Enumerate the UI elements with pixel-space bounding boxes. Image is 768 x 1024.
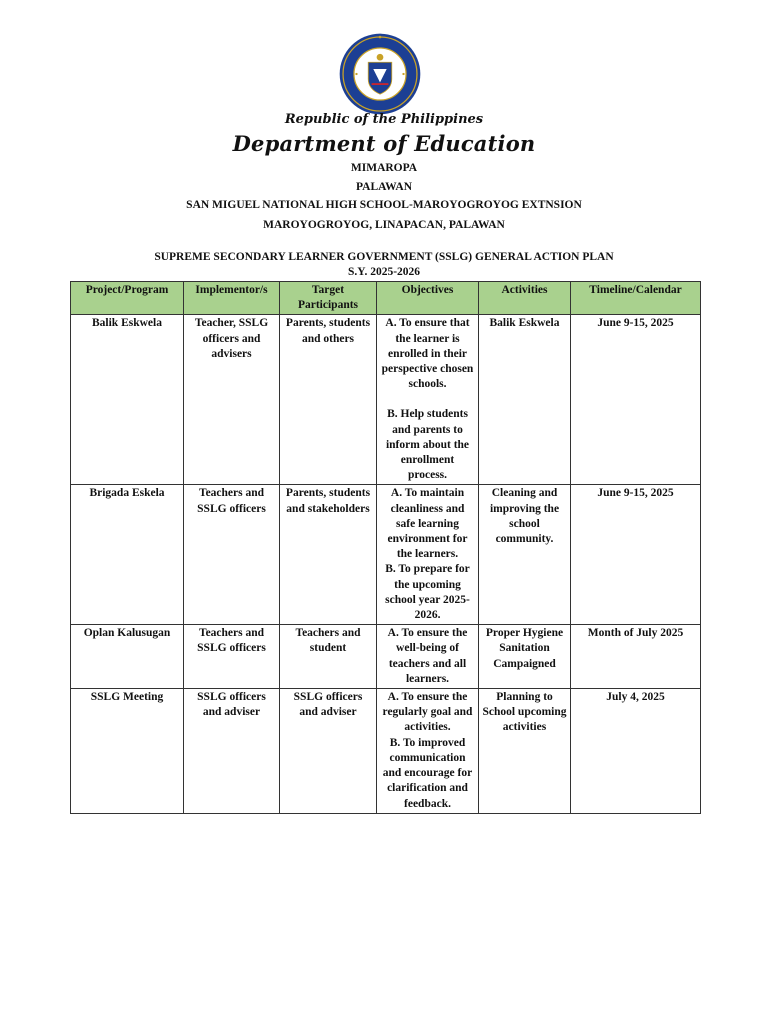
plan-title: SUPREME SECONDARY LEARNER GOVERNMENT (SSLG) GENERAL ACTION PLAN (154, 251, 614, 263)
objectives-cell (377, 689, 479, 814)
implementor-cell: Teacher, SSLG officers and advisers (184, 315, 280, 485)
activities-cell: Balik Eskwela (479, 315, 571, 485)
activities-cell: Cleaning and improving the school community. (479, 485, 571, 625)
timeline-cell: June 9-15, 2025 (571, 315, 701, 485)
objective-a: A. To ensure the well-being of teachers and all learners. (387, 627, 468, 685)
column-header: Implementor/s (184, 282, 280, 315)
objectives-cell (377, 315, 479, 485)
timeline-cell: July 4, 2025 (571, 689, 701, 814)
timeline-cell: Month of July 2025 (571, 625, 701, 689)
column-header: Activities (479, 282, 571, 315)
activities-cell: Proper Hygiene Sanitation Campaigned (479, 625, 571, 689)
school-year: S.Y. 2025-2026 (347, 266, 421, 278)
division-label: PALAWAN (355, 181, 412, 193)
objectives-cell (377, 485, 479, 625)
objectives-cell (377, 625, 479, 689)
objective-b: B. To prepare for the upcoming school year 2025-2026. (385, 563, 470, 622)
participants-cell: Parents, students and stakeholders (280, 485, 377, 625)
participants-cell: Teachers and student (280, 625, 377, 689)
action-plan-table (70, 281, 701, 814)
project-cell: Oplan Kalusugan (71, 625, 184, 689)
school-name: SAN MIGUEL NATIONAL HIGH SCHOOL-MAROYOGROYOG EXTNSION (186, 199, 582, 211)
timeline-cell: June 9-15, 2025 (571, 485, 701, 625)
objective-a: A. To ensure that the learner is enrolled in their perspective chosen schools. (381, 317, 474, 391)
table-header-row (71, 282, 701, 315)
column-header: Timeline/Calendar (571, 282, 701, 315)
table-row (71, 689, 701, 814)
table-row (71, 625, 701, 689)
objective-b: B. Help students and parents to inform about the enrollment process. (385, 408, 470, 482)
republic-label: Republic of the Philippines (284, 112, 484, 127)
participants-cell: Parents, students and others (280, 315, 377, 485)
implementor-cell: SSLG officers and adviser (184, 689, 280, 814)
table-row (71, 315, 701, 485)
implementor-cell: Teachers and SSLG officers (184, 485, 280, 625)
activities-cell: Planning to School upcoming activities (479, 689, 571, 814)
deped-seal-icon (338, 32, 422, 116)
objective-b: B. To improved communication and encourage for clarification and feedback. (382, 736, 473, 810)
participants-cell: SSLG officers and adviser (280, 689, 377, 814)
implementor-cell: Teachers and SSLG officers (184, 625, 280, 689)
column-header: Target Participants (280, 282, 377, 315)
column-header: Project/Program (71, 282, 184, 315)
table-row (71, 485, 701, 625)
project-cell: Brigada Eskela (71, 485, 184, 625)
region-label: MIMAROPA (350, 162, 418, 174)
project-cell: Balik Eskwela (71, 315, 184, 485)
project-cell: SSLG Meeting (71, 689, 184, 814)
column-header: Objectives (377, 282, 479, 315)
objective-a: A. To ensure the regularly goal and activities. (382, 691, 473, 734)
deped-seal (338, 32, 422, 116)
objective-a: A. To maintain cleanliness and safe learning environment for the learners. (387, 487, 468, 561)
department-title: Department of Education (232, 131, 536, 156)
school-address: MAROYOGROYOG, LINAPACAN, PALAWAN (263, 219, 505, 231)
